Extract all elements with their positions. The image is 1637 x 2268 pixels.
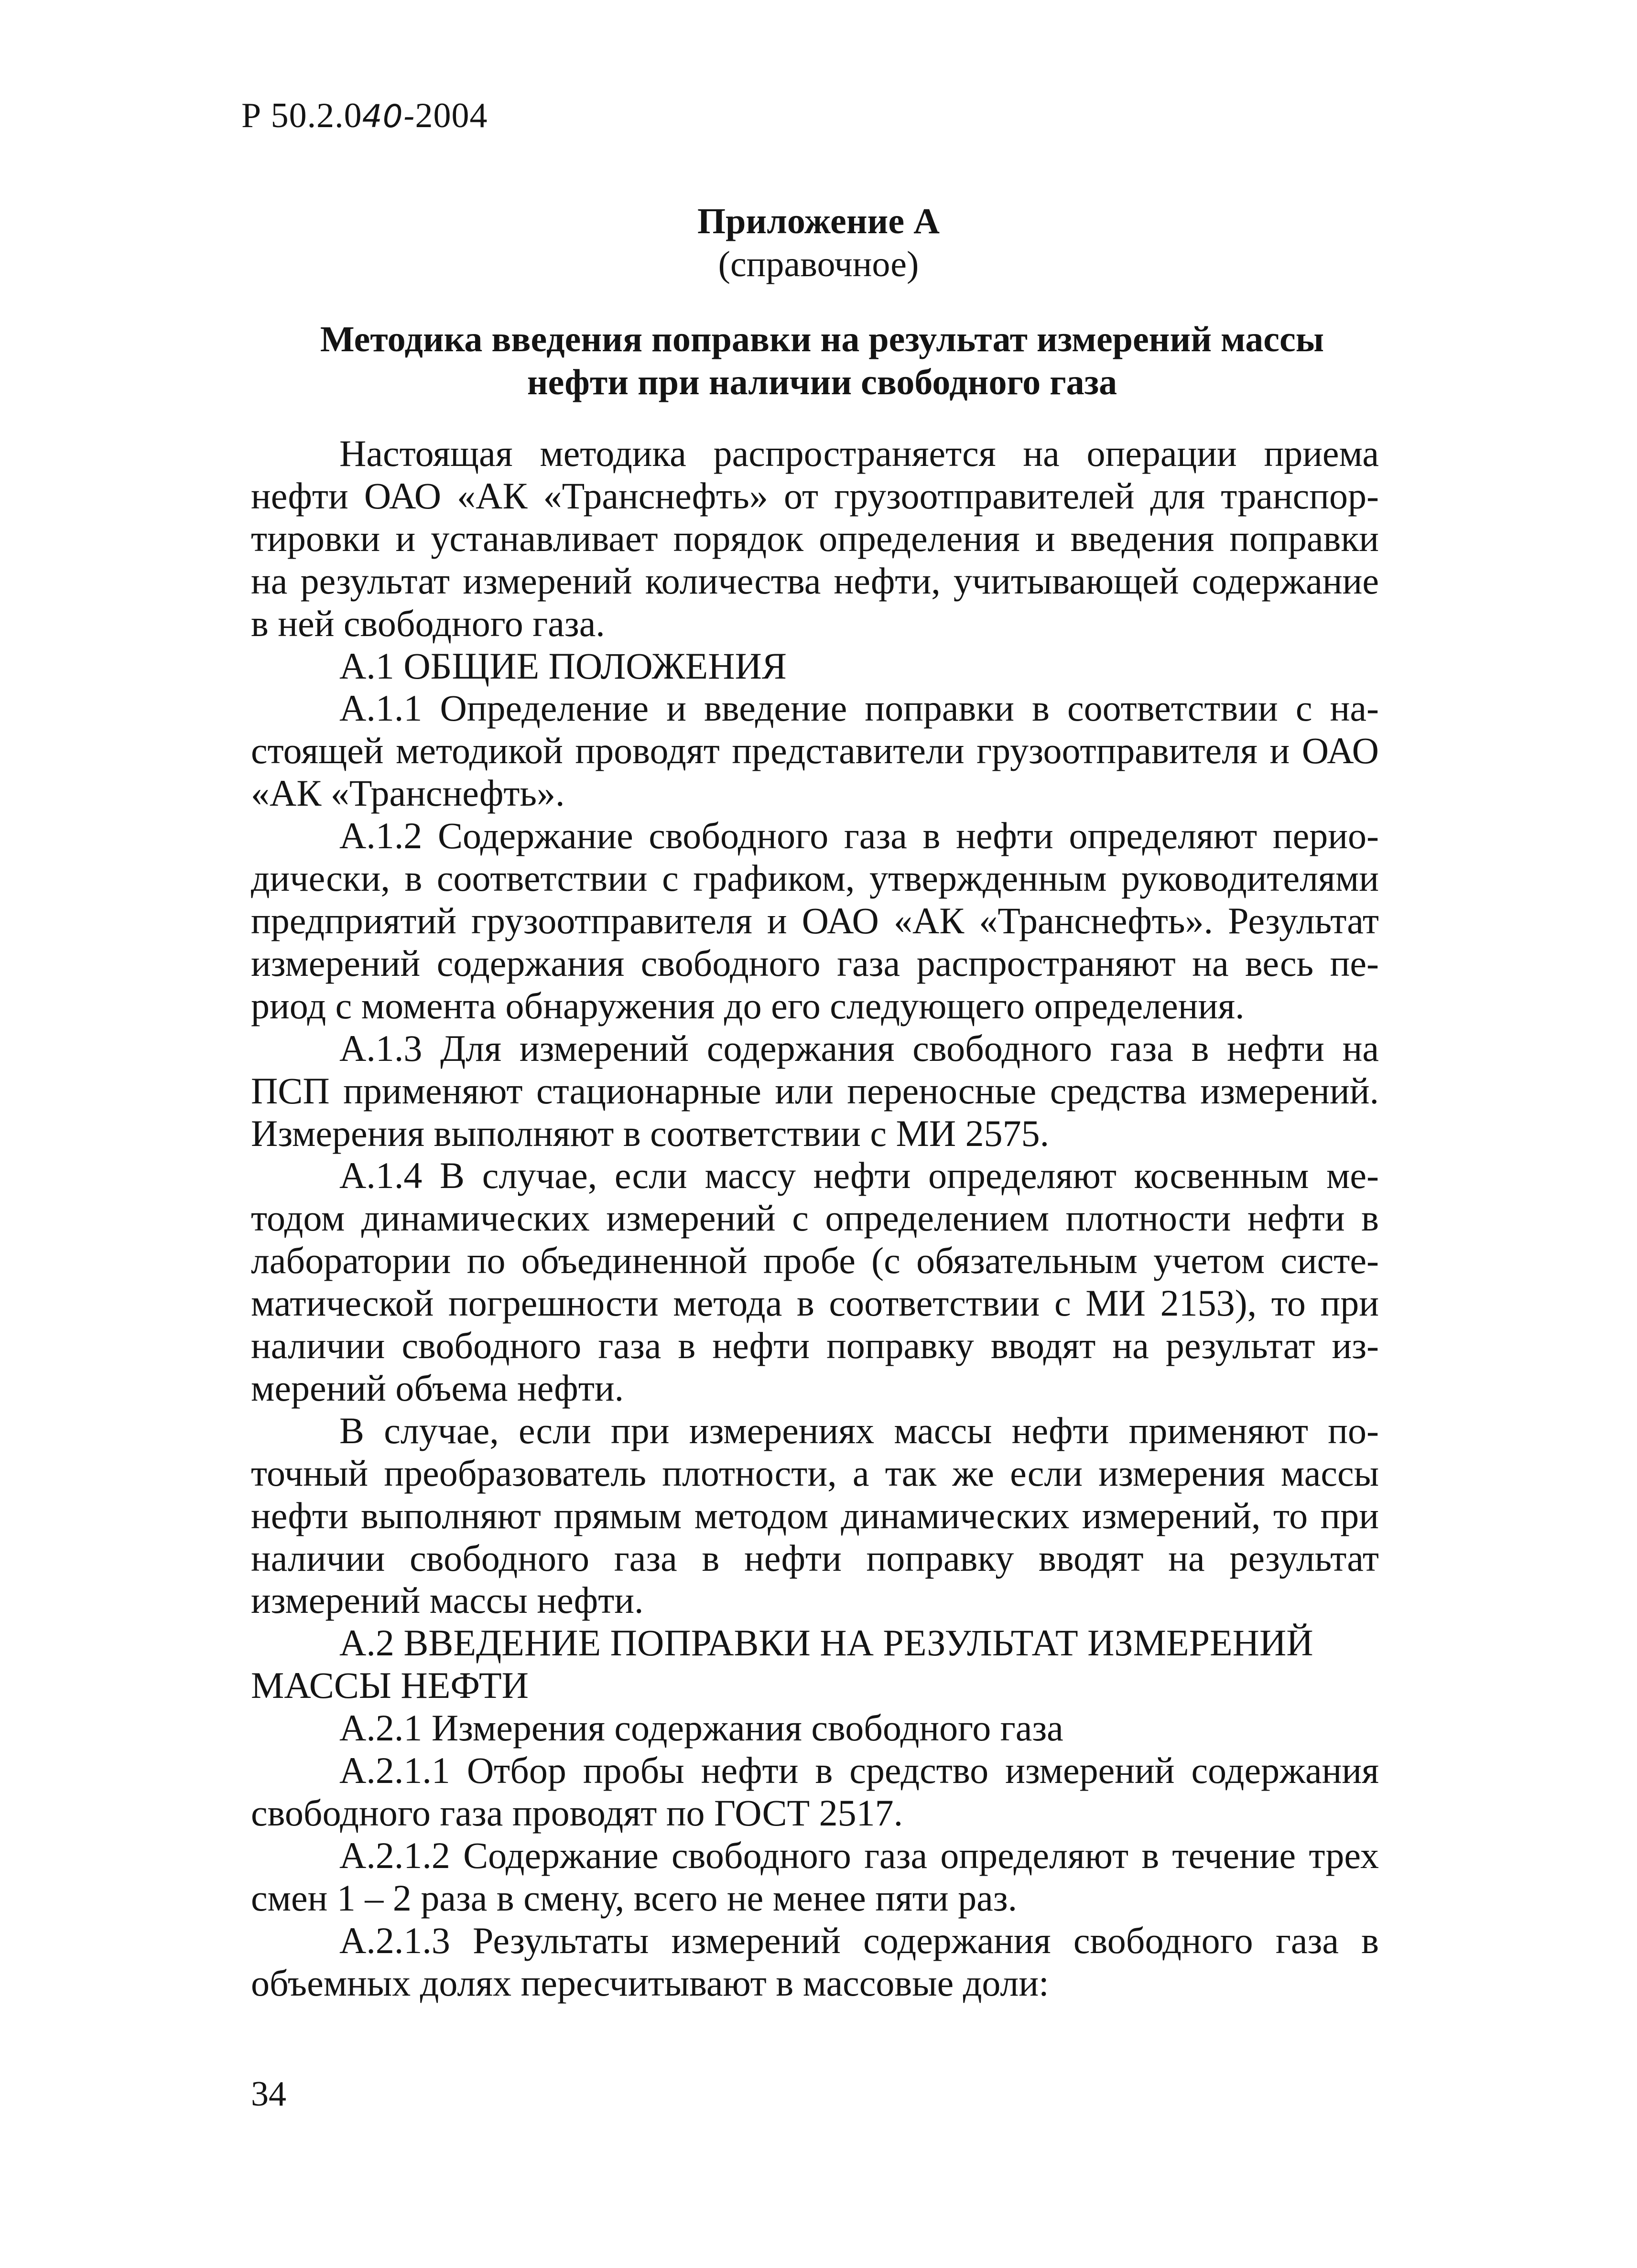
clause-a1-1: А.1.1 Определение и введение поправки в соответствии с настоящей методикой проводят представители грузоотправителя и ОАО «АК «Транснефть». xyxy=(251,687,1379,814)
intro-paragraph: Настоящая методика распространяется на операции приема нефти ОАО «АК «Транснефть» от грузоотправителей для транспортировки и устанавливает порядок определения и введения поправки на результат измерений количества нефти, учитывающей содержание в ней свободного газа. xyxy=(251,432,1379,644)
clause-a1-4-continued: В случае, если при измерениях массы нефти применяют поточный преобразователь плотности, а так же если измерения массы нефти выполняют прямым методом динамических измерений, то при наличии свободного газа в нефти поправку вводят на результат измерений массы нефти. xyxy=(251,1409,1379,1621)
section-a1-heading: А.1 ОБЩИЕ ПОЛОЖЕНИЯ xyxy=(339,645,787,687)
clause-a2-1-3: А.2.1.3 Результаты измерений содержания свободного газа в объемных долях пересчитывают в массовые доли: xyxy=(251,1919,1379,2004)
page-number: 34 xyxy=(251,2074,286,2114)
document-code-year: 2004 xyxy=(415,96,488,135)
appendix-subtitle: (справочное) xyxy=(718,244,919,284)
clause-a2-1-2: А.2.1.2 Содержание свободного газа определяют в течение трех смен 1 – 2 раза в смену, всего не менее пяти раз. xyxy=(251,1834,1379,1919)
clause-a2-1-1: А.2.1.1 Отбор пробы нефти в средство измерений содержания свободного газа проводят по ГОСТ 2517. xyxy=(251,1750,1379,1834)
section-a2-heading: А.2 ВВЕДЕНИЕ ПОПРАВКИ НА РЕЗУЛЬТАТ ИЗМЕРЕНИЙ МАССЫ НЕФТИ xyxy=(251,1622,1313,1706)
method-title xyxy=(268,318,1377,404)
method-title-line-1: Методика введения поправки на результат измерений массы xyxy=(320,319,1324,359)
document-code-prefix: Р 50.2.0 xyxy=(241,96,362,135)
clause-a1-4: А.1.4 В случае, если массу нефти определяют косвенным методом динамических измерений с определением плотности нефти в лаборатории по объединенной пробе (с обязательным учетом систематической погрешности метода в соответствии с МИ 2153), то при наличии свободного газа в нефти поправку вводят на результат измерений объема нефти. xyxy=(251,1155,1379,1409)
document-code xyxy=(241,98,488,133)
clause-a1-2: А.1.2 Содержание свободного газа в нефти определяют периодически, в соответствии с графиком, утвержденным руководителями предприятий грузоотправителя и ОАО «АК «Транснефть». Результат измерений содержания свободного газа распространяют на весь период с момента обнаружения до его следующего определения. xyxy=(251,815,1379,1026)
clause-a1-3: А.1.3 Для измерений содержания свободного газа в нефти на ПСП применяют стационарные или переносные средства измерений. Измерения выполняют в соответствии с МИ 2575. xyxy=(251,1027,1379,1154)
method-title-line-2: нефти при наличии свободного газа xyxy=(527,362,1117,402)
appendix-title: Приложение А xyxy=(697,201,940,241)
clause-a2-1: А.2.1 Измерения содержания свободного газа xyxy=(339,1707,1063,1749)
document-body xyxy=(251,432,1379,2005)
handwritten-code-digits: 40- xyxy=(362,98,415,135)
